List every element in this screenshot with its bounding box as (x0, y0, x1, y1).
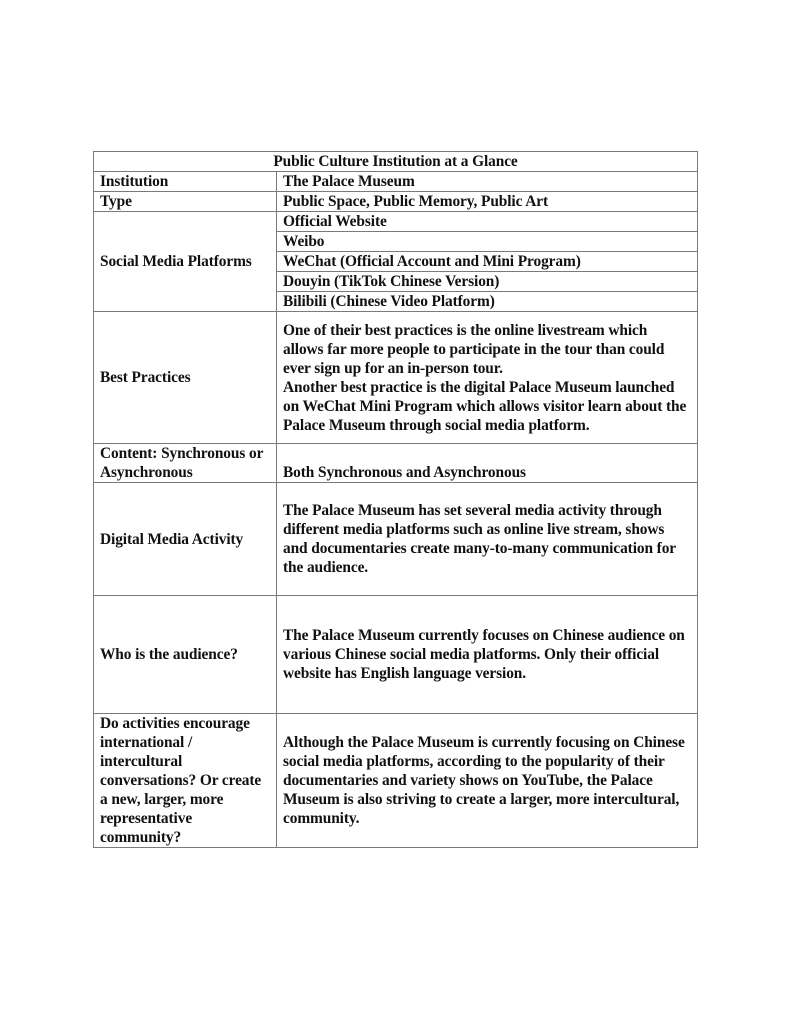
table-row-digital-media-activity (94, 483, 698, 596)
row-label-audience: Who is the audience? (94, 596, 277, 714)
table-row-audience (94, 596, 698, 714)
row-value-community: Although the Palace Museum is currently focusing on Chinese social media platforms, according to the popularity of their documentaries and variety shows on YouTube, the Palace Museum is also striving to create a larger, more intercultural, community. (277, 714, 698, 848)
table-row-type (94, 192, 698, 212)
table-row-content (94, 444, 698, 483)
platform-item: Douyin (TikTok Chinese Version) (277, 272, 698, 292)
row-value-type: Public Space, Public Memory, Public Art (277, 192, 698, 212)
table-row-social-media (94, 212, 698, 232)
row-value-audience: The Palace Museum currently focuses on Chinese audience on various Chinese social media platforms. Only their official website has English language version. (277, 596, 698, 714)
row-label-content: Content: Synchronous or Asynchronous (94, 444, 277, 483)
platform-item: WeChat (Official Account and Mini Program) (277, 252, 698, 272)
table-row-best-practices (94, 312, 698, 444)
best-practice-paragraph: Another best practice is the digital Palace Museum launched on WeChat Mini Program which allows visitor learn about the Palace Museum through social media platform. (283, 378, 687, 434)
row-value-institution: The Palace Museum (277, 172, 698, 192)
table-title: Public Culture Institution at a Glance (94, 152, 698, 172)
row-label-digital-media-activity: Digital Media Activity (94, 483, 277, 596)
row-value-best-practices (277, 312, 698, 444)
institution-summary-table (93, 151, 698, 848)
table-row-institution (94, 172, 698, 192)
best-practice-paragraph: One of their best practices is the online livestream which allows far more people to participate in the tour than could ever sign up for an in-person tour. (283, 321, 665, 377)
row-label-best-practices: Best Practices (94, 312, 277, 444)
platform-item: Official Website (277, 212, 698, 232)
platform-item: Weibo (277, 232, 698, 252)
table-row-community (94, 714, 698, 848)
row-value-content: Both Synchronous and Asynchronous (277, 444, 698, 483)
table-title-row (94, 152, 698, 172)
row-label-institution: Institution (94, 172, 277, 192)
row-label-social-media: Social Media Platforms (94, 212, 277, 312)
row-value-digital-media-activity: The Palace Museum has set several media activity through different media platforms such as online live stream, shows and documentaries create many-to-many communication for the audience. (277, 483, 698, 596)
row-label-community: Do activities encourage international / intercultural conversations? Or create a new, larger, more representative community? (94, 714, 277, 848)
platform-item: Bilibili (Chinese Video Platform) (277, 292, 698, 312)
row-label-type: Type (94, 192, 277, 212)
